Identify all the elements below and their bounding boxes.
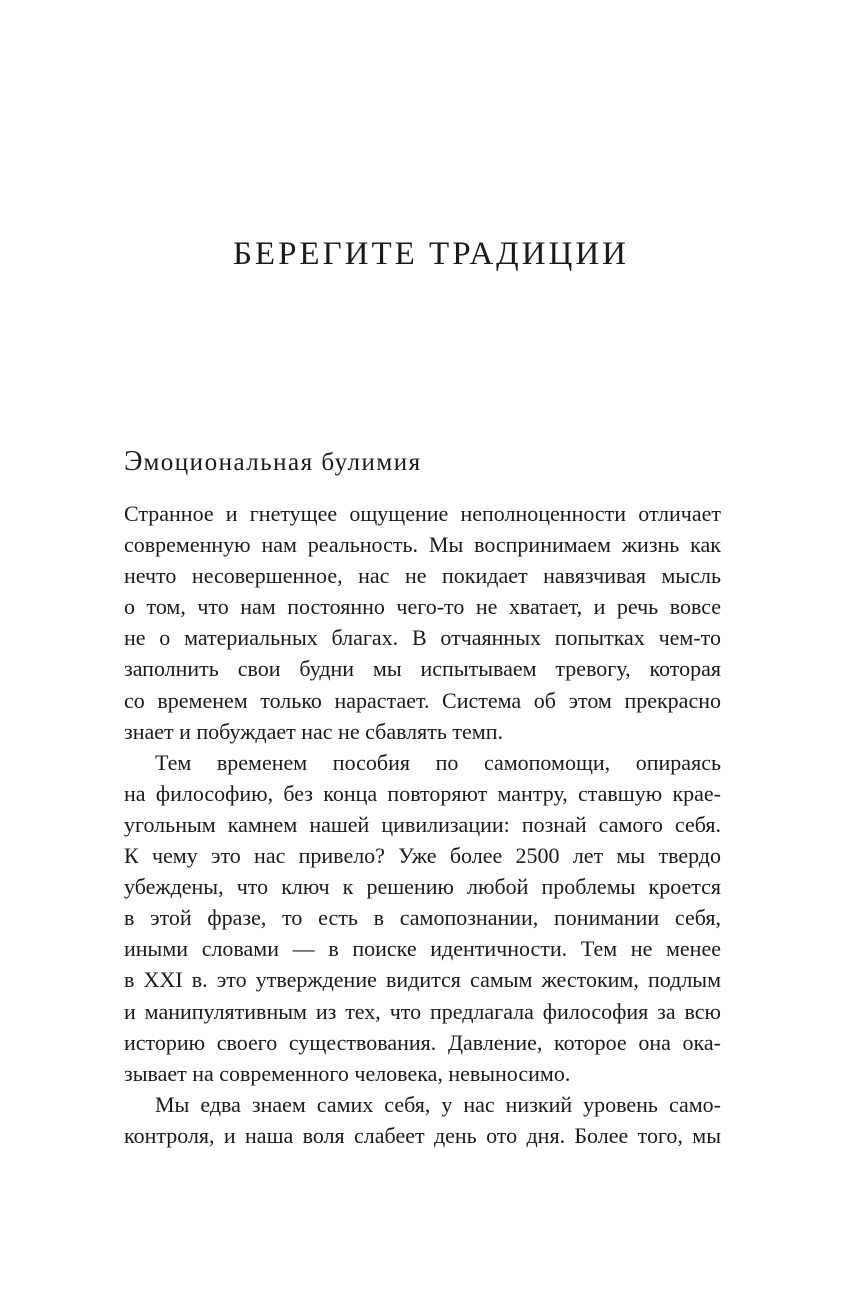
text-line: заполнить свои будни мы испытываем тревогу, которая bbox=[124, 656, 721, 682]
text-line: К чему это нас привело? Уже более 2500 лет мы твердо bbox=[124, 843, 721, 869]
section-heading-initial: Э bbox=[124, 446, 144, 477]
section-heading-rest: моциональная булимия bbox=[143, 449, 422, 476]
paragraph bbox=[124, 747, 721, 1089]
text-line: и манипулятивным из тех, что предлагала философия за всю bbox=[124, 998, 721, 1024]
text-line: историю своего существования. Давление, которое она ока- bbox=[124, 1029, 721, 1055]
text-line: знает и побуждает нас не сбавлять темп. bbox=[124, 718, 504, 744]
text-line: нечто несовершенное, нас не покидает навязчивая мысль bbox=[124, 563, 721, 589]
text-line: убеждены, что ключ к решению любой проблемы кроется bbox=[124, 874, 721, 900]
chapter-title: БЕРЕГИТЕ ТРАДИЦИИ bbox=[232, 236, 630, 272]
paragraph bbox=[124, 1089, 721, 1151]
text-line: Мы едва знаем самих себя, у нас низкий уровень само- bbox=[155, 1091, 721, 1117]
text-line: не о материальных благах. В отчаянных попытках чем-то bbox=[124, 625, 721, 651]
paragraph bbox=[124, 498, 721, 747]
text-line: Тем временем пособия по самопомощи, опираясь bbox=[155, 749, 721, 775]
text-line: в XXI в. это утверждение видится самым жестоким, подлым bbox=[124, 967, 721, 993]
text-line: иными словами — в поиске идентичности. Тем не менее bbox=[124, 936, 721, 962]
text-line: угольным камнем нашей цивилизации: познай самого себя. bbox=[124, 811, 721, 837]
text-line: контроля, и наша воля слабеет день ото дня. Более того, мы bbox=[124, 1122, 721, 1148]
text-line: Странное и гнетущее ощущение неполноценности отличает bbox=[124, 501, 721, 526]
text-line: со временем только нарастает. Система об этом прекрасно bbox=[124, 687, 721, 713]
text-line: зывает на современного человека, невыносимо. bbox=[124, 1060, 571, 1086]
body-text bbox=[124, 498, 721, 1151]
text-line: о том, что нам постоянно чего-то не хватает, и речь вовсе bbox=[124, 594, 721, 620]
text-line: на философию, без конца повторяют мантру, ставшую крае- bbox=[124, 780, 721, 806]
text-line: в этой фразе, то есть в самопознании, понимании себя, bbox=[124, 905, 721, 931]
text-line: современную нам реальность. Мы воспринимаем жизнь как bbox=[124, 532, 721, 558]
section-heading bbox=[124, 442, 422, 483]
